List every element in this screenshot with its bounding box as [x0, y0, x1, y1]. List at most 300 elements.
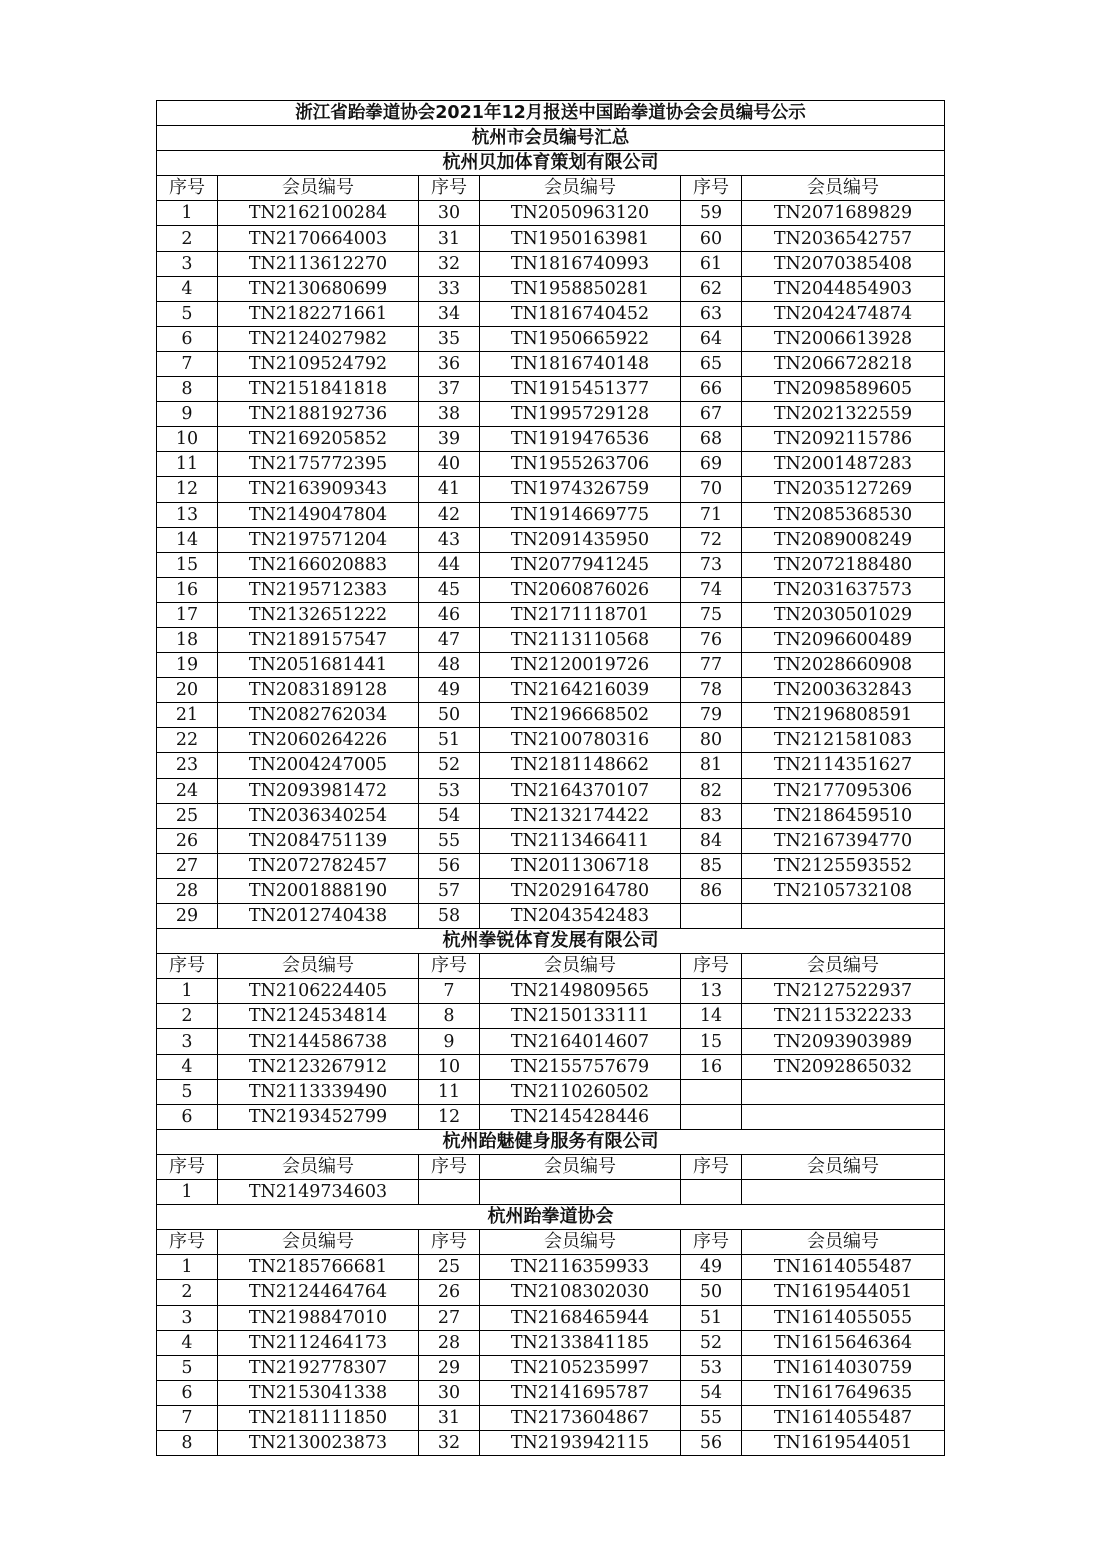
member-id-cell: TN2035127269 [742, 477, 945, 502]
table-row [157, 828, 945, 853]
member-id-cell: TN2043542483 [480, 904, 681, 929]
member-id-cell: TN2121581083 [742, 728, 945, 753]
serial-number-cell: 44 [419, 552, 480, 577]
serial-number-cell: 27 [157, 853, 218, 878]
serial-number-cell: 9 [157, 402, 218, 427]
member-id-cell: TN2011306718 [480, 853, 681, 878]
serial-number-cell: 16 [681, 1054, 742, 1079]
serial-number-cell: 9 [419, 1029, 480, 1054]
header-serial-number: 序号 [681, 954, 742, 979]
table-row [157, 1104, 945, 1129]
member-id-cell: TN2193942115 [480, 1430, 681, 1455]
serial-number-cell: 1 [157, 201, 218, 226]
serial-number-cell: 25 [419, 1255, 480, 1280]
member-id-cell: TN2116359933 [480, 1255, 681, 1280]
member-id-cell: TN2031637573 [742, 577, 945, 602]
table-row [157, 1054, 945, 1079]
serial-number-cell: 63 [681, 301, 742, 326]
member-id-cell: TN2145428446 [480, 1104, 681, 1129]
member-id-cell: TN2060876026 [480, 577, 681, 602]
member-id-cell: TN2066728218 [742, 351, 945, 376]
serial-number-cell: 70 [681, 477, 742, 502]
member-id-cell: TN1816740452 [480, 301, 681, 326]
serial-number-cell: 62 [681, 276, 742, 301]
header-serial-number: 序号 [419, 1154, 480, 1179]
member-id-cell: TN2164216039 [480, 678, 681, 703]
serial-number-cell: 22 [157, 728, 218, 753]
serial-number-cell: 36 [419, 351, 480, 376]
member-id-cell: TN1619544051 [742, 1280, 945, 1305]
member-id-cell: TN2150133111 [480, 1004, 681, 1029]
table-row [157, 803, 945, 828]
serial-number-cell: 7 [419, 979, 480, 1004]
serial-number-cell: 28 [157, 878, 218, 903]
serial-number-cell: 13 [681, 979, 742, 1004]
member-id-cell: TN1614030759 [742, 1355, 945, 1380]
member-id-cell: TN2006613928 [742, 326, 945, 351]
member-id-cell: TN1614055487 [742, 1255, 945, 1280]
serial-number-cell: 26 [157, 828, 218, 853]
member-id-cell: TN1955263706 [480, 452, 681, 477]
serial-number-cell: 49 [419, 678, 480, 703]
member-id-cell: TN2115322233 [742, 1004, 945, 1029]
serial-number-cell: 29 [157, 904, 218, 929]
serial-number-cell: 35 [419, 326, 480, 351]
member-id-cell: TN2192778307 [218, 1355, 419, 1380]
column-header-row [157, 1230, 945, 1255]
title-row [157, 101, 945, 126]
member-id-cell: TN1995729128 [480, 402, 681, 427]
member-id-cell: TN2195712383 [218, 577, 419, 602]
header-serial-number: 序号 [681, 1230, 742, 1255]
column-header-row [157, 1154, 945, 1179]
serial-number-cell: 83 [681, 803, 742, 828]
serial-number-cell: 52 [681, 1330, 742, 1355]
member-id-cell: TN2186459510 [742, 803, 945, 828]
table-row [157, 577, 945, 602]
table-row [157, 1280, 945, 1305]
member-id-cell [742, 1180, 945, 1205]
member-id-cell: TN2162100284 [218, 201, 419, 226]
section-title-row [157, 929, 945, 954]
serial-number-cell: 16 [157, 577, 218, 602]
document-title: 浙江省跆拳道协会2021年12月报送中国跆拳道协会会员编号公示 [157, 101, 945, 126]
member-id-cell: TN2120019726 [480, 653, 681, 678]
serial-number-cell: 5 [157, 1079, 218, 1104]
header-member-id: 会员编号 [218, 1154, 419, 1179]
section-title: 杭州贝加体育策划有限公司 [157, 151, 945, 176]
member-id-cell: TN2109524792 [218, 351, 419, 376]
serial-number-cell: 82 [681, 778, 742, 803]
member-id-cell: TN2072782457 [218, 853, 419, 878]
serial-number-cell: 38 [419, 402, 480, 427]
header-serial-number: 序号 [419, 954, 480, 979]
member-id-cell: TN2181148662 [480, 753, 681, 778]
serial-number-cell: 42 [419, 502, 480, 527]
member-id-cell: TN2130023873 [218, 1430, 419, 1455]
table-row [157, 602, 945, 627]
serial-number-cell: 11 [419, 1079, 480, 1104]
serial-number-cell: 41 [419, 477, 480, 502]
member-id-cell: TN2001487283 [742, 452, 945, 477]
serial-number-cell: 77 [681, 653, 742, 678]
serial-number-cell: 20 [157, 678, 218, 703]
member-id-cell: TN2188192736 [218, 402, 419, 427]
table-row [157, 728, 945, 753]
serial-number-cell: 27 [419, 1305, 480, 1330]
member-id-cell [742, 1079, 945, 1104]
table-row [157, 226, 945, 251]
table-row [157, 477, 945, 502]
serial-number-cell: 65 [681, 351, 742, 376]
member-id-cell: TN2123267912 [218, 1054, 419, 1079]
serial-number-cell: 74 [681, 577, 742, 602]
member-id-cell: TN2093981472 [218, 778, 419, 803]
section-title-row [157, 1129, 945, 1154]
member-id-cell: TN2042474874 [742, 301, 945, 326]
table-row [157, 1305, 945, 1330]
serial-number-cell: 26 [419, 1280, 480, 1305]
member-id-cell: TN2100780316 [480, 728, 681, 753]
serial-number-cell: 3 [157, 251, 218, 276]
member-id-cell: TN1615646364 [742, 1330, 945, 1355]
serial-number-cell: 56 [419, 853, 480, 878]
table-row [157, 1180, 945, 1205]
member-id-cell: TN2021322559 [742, 402, 945, 427]
table-row [157, 778, 945, 803]
serial-number-cell: 71 [681, 502, 742, 527]
member-id-cell: TN2030501029 [742, 602, 945, 627]
serial-number-cell: 58 [419, 904, 480, 929]
header-member-id: 会员编号 [218, 954, 419, 979]
serial-number-cell [681, 1079, 742, 1104]
member-id-cell: TN2093903989 [742, 1029, 945, 1054]
serial-number-cell: 73 [681, 552, 742, 577]
header-serial-number: 序号 [419, 1230, 480, 1255]
serial-number-cell: 1 [157, 1255, 218, 1280]
member-id-cell: TN1816740993 [480, 251, 681, 276]
member-id-cell: TN2189157547 [218, 627, 419, 652]
member-id-cell: TN2132174422 [480, 803, 681, 828]
member-id-cell: TN2182271661 [218, 301, 419, 326]
serial-number-cell: 86 [681, 878, 742, 903]
serial-number-cell: 12 [157, 477, 218, 502]
member-id-cell: TN2149047804 [218, 502, 419, 527]
member-id-cell: TN2004247005 [218, 753, 419, 778]
member-id-cell: TN2060264226 [218, 728, 419, 753]
serial-number-cell [681, 1104, 742, 1129]
member-id-cell: TN2083189128 [218, 678, 419, 703]
serial-number-cell: 46 [419, 602, 480, 627]
member-id-cell: TN1950163981 [480, 226, 681, 251]
section-title-row [157, 151, 945, 176]
table-row [157, 1330, 945, 1355]
member-id-cell: TN2167394770 [742, 828, 945, 853]
member-id-cell: TN1950665922 [480, 326, 681, 351]
serial-number-cell: 49 [681, 1255, 742, 1280]
serial-number-cell: 2 [157, 1004, 218, 1029]
serial-number-cell: 6 [157, 1104, 218, 1129]
serial-number-cell: 15 [681, 1029, 742, 1054]
table-row [157, 703, 945, 728]
member-id-cell: TN2149734603 [218, 1180, 419, 1205]
serial-number-cell: 19 [157, 653, 218, 678]
serial-number-cell: 78 [681, 678, 742, 703]
table-row [157, 1380, 945, 1405]
table-row [157, 653, 945, 678]
serial-number-cell: 13 [157, 502, 218, 527]
member-id-cell: TN2113339490 [218, 1079, 419, 1104]
serial-number-cell: 10 [157, 427, 218, 452]
member-id-cell: TN2196808591 [742, 703, 945, 728]
serial-number-cell: 7 [157, 1405, 218, 1430]
serial-number-cell: 39 [419, 427, 480, 452]
serial-number-cell: 5 [157, 301, 218, 326]
table-row [157, 427, 945, 452]
section-title-row [157, 1205, 945, 1230]
member-id-cell: TN2085368530 [742, 502, 945, 527]
member-id-cell: TN2175772395 [218, 452, 419, 477]
table-row [157, 753, 945, 778]
member-id-cell: TN1914669775 [480, 502, 681, 527]
header-member-id: 会员编号 [742, 176, 945, 201]
table-row [157, 1079, 945, 1104]
serial-number-cell: 56 [681, 1430, 742, 1455]
serial-number-cell: 60 [681, 226, 742, 251]
serial-number-cell: 34 [419, 301, 480, 326]
serial-number-cell: 54 [681, 1380, 742, 1405]
header-member-id: 会员编号 [480, 176, 681, 201]
serial-number-cell: 31 [419, 1405, 480, 1430]
member-id-cell: TN2001888190 [218, 878, 419, 903]
header-serial-number: 序号 [157, 176, 218, 201]
member-id-cell: TN1915451377 [480, 377, 681, 402]
member-id-cell: TN2089008249 [742, 527, 945, 552]
serial-number-cell: 66 [681, 377, 742, 402]
member-id-cell: TN2185766681 [218, 1255, 419, 1280]
member-id-cell: TN2170664003 [218, 226, 419, 251]
member-id-cell [742, 904, 945, 929]
header-member-id: 会员编号 [742, 1154, 945, 1179]
member-id-cell: TN2124464764 [218, 1280, 419, 1305]
member-id-cell: TN2153041338 [218, 1380, 419, 1405]
serial-number-cell: 68 [681, 427, 742, 452]
member-id-cell: TN1974326759 [480, 477, 681, 502]
column-header-row [157, 954, 945, 979]
serial-number-cell: 17 [157, 602, 218, 627]
member-id-cell: TN2114351627 [742, 753, 945, 778]
header-serial-number: 序号 [681, 176, 742, 201]
member-id-cell: TN2125593552 [742, 853, 945, 878]
member-id-cell: TN2181111850 [218, 1405, 419, 1430]
serial-number-cell: 37 [419, 377, 480, 402]
member-id-cell: TN2144586738 [218, 1029, 419, 1054]
table-row [157, 878, 945, 903]
table-row [157, 301, 945, 326]
table-row [157, 1255, 945, 1280]
member-id-cell: TN2164014607 [480, 1029, 681, 1054]
serial-number-cell: 14 [681, 1004, 742, 1029]
serial-number-cell: 69 [681, 452, 742, 477]
serial-number-cell: 75 [681, 602, 742, 627]
member-id-cell: TN2082762034 [218, 703, 419, 728]
member-id-cell: TN2036542757 [742, 226, 945, 251]
member-id-cell: TN2106224405 [218, 979, 419, 1004]
serial-number-cell: 18 [157, 627, 218, 652]
serial-number-cell: 24 [157, 778, 218, 803]
member-id-cell: TN2105732108 [742, 878, 945, 903]
table-row [157, 678, 945, 703]
serial-number-cell: 67 [681, 402, 742, 427]
serial-number-cell: 29 [419, 1355, 480, 1380]
serial-number-cell: 76 [681, 627, 742, 652]
table-row [157, 276, 945, 301]
section-title: 杭州跆魅健身服务有限公司 [157, 1129, 945, 1154]
header-member-id: 会员编号 [742, 1230, 945, 1255]
serial-number-cell: 57 [419, 878, 480, 903]
serial-number-cell: 50 [681, 1280, 742, 1305]
member-id-cell: TN2110260502 [480, 1079, 681, 1104]
document-subtitle: 杭州市会员编号汇总 [157, 126, 945, 151]
serial-number-cell: 4 [157, 276, 218, 301]
serial-number-cell: 53 [419, 778, 480, 803]
table-row [157, 1355, 945, 1380]
header-member-id: 会员编号 [742, 954, 945, 979]
serial-number-cell: 7 [157, 351, 218, 376]
serial-number-cell: 33 [419, 276, 480, 301]
member-id-cell: TN2092115786 [742, 427, 945, 452]
member-id-cell: TN2092865032 [742, 1054, 945, 1079]
serial-number-cell: 12 [419, 1104, 480, 1129]
serial-number-cell: 81 [681, 753, 742, 778]
serial-number-cell: 3 [157, 1029, 218, 1054]
serial-number-cell: 30 [419, 201, 480, 226]
member-id-cell: TN2166020883 [218, 552, 419, 577]
member-id-cell: TN2098589605 [742, 377, 945, 402]
serial-number-cell: 47 [419, 627, 480, 652]
serial-number-cell: 6 [157, 326, 218, 351]
serial-number-cell: 40 [419, 452, 480, 477]
table-row [157, 201, 945, 226]
member-id-cell: TN1617649635 [742, 1380, 945, 1405]
serial-number-cell: 8 [157, 1430, 218, 1455]
member-id-cell: TN1816740148 [480, 351, 681, 376]
member-id-cell: TN2198847010 [218, 1305, 419, 1330]
member-id-cell: TN2113110568 [480, 627, 681, 652]
member-table-body [157, 101, 945, 1456]
header-member-id: 会员编号 [218, 176, 419, 201]
member-id-cell: TN2124027982 [218, 326, 419, 351]
serial-number-cell: 84 [681, 828, 742, 853]
member-id-cell: TN2155757679 [480, 1054, 681, 1079]
member-id-cell: TN1614055055 [742, 1305, 945, 1330]
member-id-cell: TN2029164780 [480, 878, 681, 903]
serial-number-cell: 32 [419, 1430, 480, 1455]
member-id-cell: TN2151841818 [218, 377, 419, 402]
serial-number-cell: 55 [681, 1405, 742, 1430]
member-id-cell [480, 1180, 681, 1205]
member-id-cell: TN2193452799 [218, 1104, 419, 1129]
header-serial-number: 序号 [419, 176, 480, 201]
serial-number-cell: 59 [681, 201, 742, 226]
member-id-cell: TN2077941245 [480, 552, 681, 577]
serial-number-cell: 32 [419, 251, 480, 276]
member-id-cell: TN2105235997 [480, 1355, 681, 1380]
serial-number-cell: 5 [157, 1355, 218, 1380]
serial-number-cell: 25 [157, 803, 218, 828]
serial-number-cell: 31 [419, 226, 480, 251]
serial-number-cell: 51 [419, 728, 480, 753]
header-member-id: 会员编号 [480, 954, 681, 979]
serial-number-cell: 4 [157, 1330, 218, 1355]
member-id-cell: TN2051681441 [218, 653, 419, 678]
member-id-cell: TN2133841185 [480, 1330, 681, 1355]
table-row [157, 552, 945, 577]
header-member-id: 会员编号 [218, 1230, 419, 1255]
member-id-cell: TN2003632843 [742, 678, 945, 703]
member-id-cell: TN2149809565 [480, 979, 681, 1004]
member-id-cell: TN2163909343 [218, 477, 419, 502]
table-row [157, 1004, 945, 1029]
serial-number-cell: 11 [157, 452, 218, 477]
member-id-cell: TN2171118701 [480, 602, 681, 627]
table-row [157, 853, 945, 878]
serial-number-cell [419, 1180, 480, 1205]
member-id-cell: TN2169205852 [218, 427, 419, 452]
serial-number-cell: 79 [681, 703, 742, 728]
table-row [157, 627, 945, 652]
serial-number-cell: 6 [157, 1380, 218, 1405]
member-id-cell: TN2113612270 [218, 251, 419, 276]
serial-number-cell: 43 [419, 527, 480, 552]
table-row [157, 452, 945, 477]
member-id-cell: TN2127522937 [742, 979, 945, 1004]
section-title: 杭州跆拳道协会 [157, 1205, 945, 1230]
serial-number-cell: 3 [157, 1305, 218, 1330]
member-id-cell: TN1919476536 [480, 427, 681, 452]
member-id-cell: TN2028660908 [742, 653, 945, 678]
serial-number-cell: 8 [419, 1004, 480, 1029]
serial-number-cell: 1 [157, 979, 218, 1004]
serial-number-cell: 52 [419, 753, 480, 778]
serial-number-cell: 1 [157, 1180, 218, 1205]
section-title: 杭州拳锐体育发展有限公司 [157, 929, 945, 954]
serial-number-cell: 53 [681, 1355, 742, 1380]
member-id-cell: TN2124534814 [218, 1004, 419, 1029]
member-id-cell: TN2050963120 [480, 201, 681, 226]
header-serial-number: 序号 [157, 1230, 218, 1255]
serial-number-cell: 55 [419, 828, 480, 853]
table-row [157, 377, 945, 402]
header-serial-number: 序号 [681, 1154, 742, 1179]
serial-number-cell: 4 [157, 1054, 218, 1079]
serial-number-cell [681, 904, 742, 929]
serial-number-cell: 61 [681, 251, 742, 276]
serial-number-cell: 23 [157, 753, 218, 778]
member-id-cell: TN2072188480 [742, 552, 945, 577]
member-id-cell: TN2091435950 [480, 527, 681, 552]
serial-number-cell: 45 [419, 577, 480, 602]
table-row [157, 251, 945, 276]
table-row [157, 402, 945, 427]
header-member-id: 会员编号 [480, 1230, 681, 1255]
serial-number-cell: 2 [157, 1280, 218, 1305]
member-id-cell: TN2141695787 [480, 1380, 681, 1405]
table-row [157, 1405, 945, 1430]
subtitle-row [157, 126, 945, 151]
header-serial-number: 序号 [157, 954, 218, 979]
table-row [157, 904, 945, 929]
